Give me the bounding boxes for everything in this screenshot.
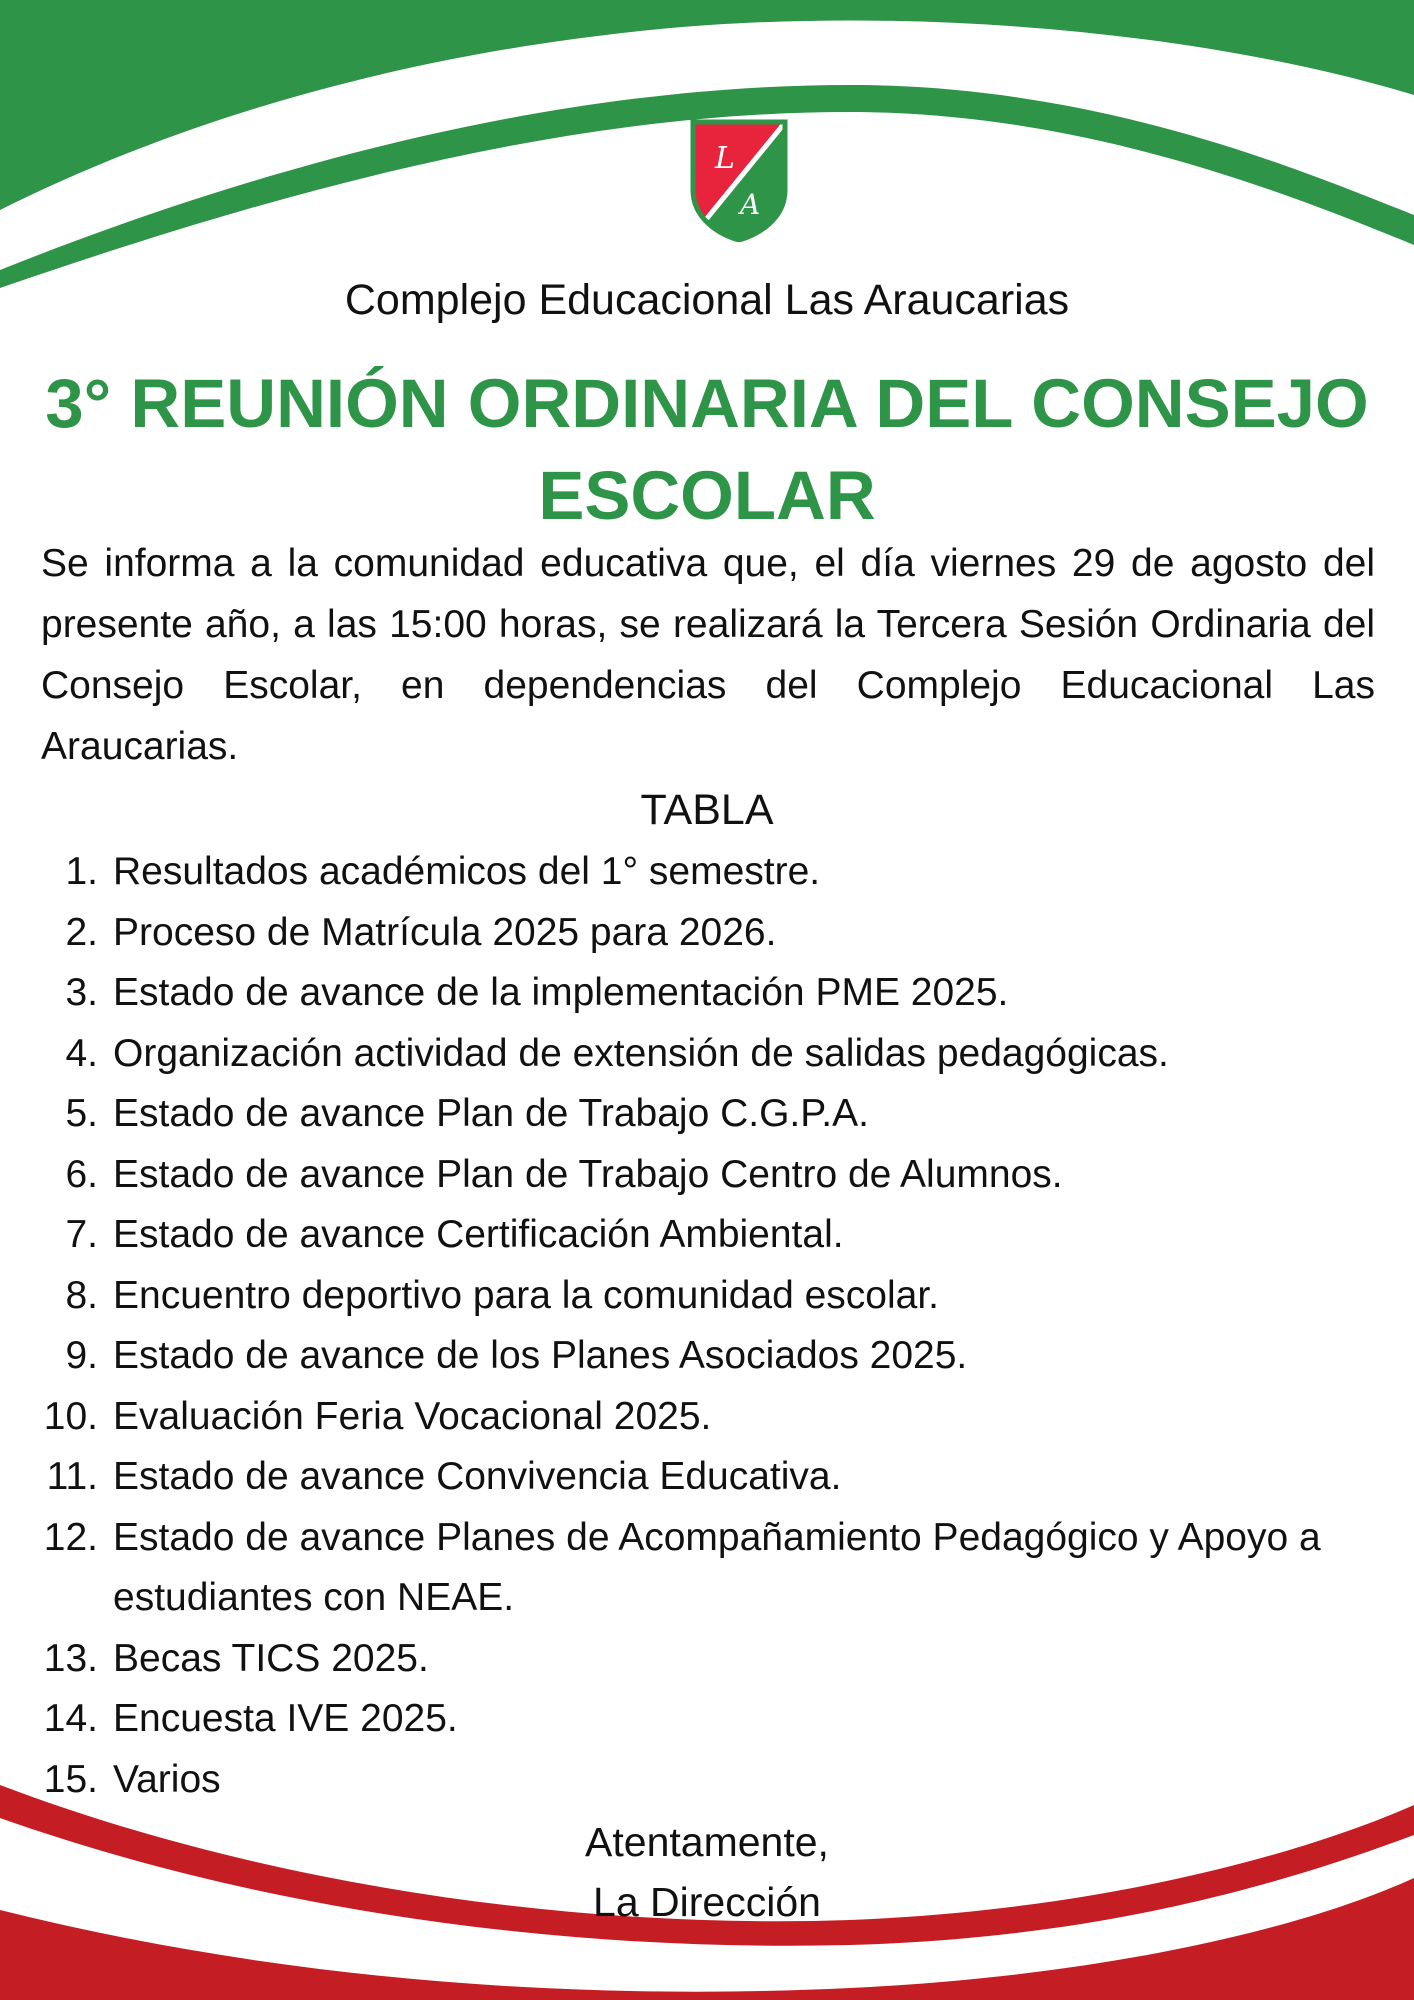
agenda-item-number: 4. bbox=[65, 1031, 98, 1075]
agenda-item bbox=[0, 903, 1340, 964]
title-line-2: ESCOLAR bbox=[538, 457, 876, 534]
agenda-item-text: Varios bbox=[113, 1757, 221, 1801]
school-crest-logo bbox=[688, 118, 790, 242]
institution-name: Complejo Educacional Las Araucarias bbox=[344, 276, 1070, 324]
agenda-item bbox=[0, 1266, 1340, 1327]
page-title bbox=[40, 358, 1374, 542]
agenda-item-text: Encuentro deportivo para la comunidad escolar. bbox=[113, 1273, 940, 1317]
agenda-item bbox=[0, 1629, 1340, 1690]
agenda-item bbox=[0, 1084, 1340, 1145]
agenda-item bbox=[0, 1024, 1340, 1085]
agenda-item-text: Estado de avance Certificación Ambiental. bbox=[113, 1213, 844, 1256]
agenda-item bbox=[0, 1205, 1340, 1266]
agenda-item-text: Estado de avance Convivencia Educativa. bbox=[113, 1455, 842, 1498]
agenda-item bbox=[0, 1689, 1340, 1750]
agenda-heading: TABLA bbox=[640, 786, 774, 834]
agenda-item-number: 6. bbox=[65, 1152, 98, 1196]
agenda-item bbox=[0, 1145, 1340, 1206]
agenda-item-text: Estado de avance de los Planes Asociados 2025. bbox=[113, 1334, 968, 1377]
agenda-item-number: 11. bbox=[46, 1455, 98, 1498]
agenda-item-number: 7. bbox=[65, 1213, 98, 1256]
agenda-item-text: Organización actividad de extensión de salidas pedagógicas. bbox=[113, 1031, 1169, 1075]
agenda-item-text: Proceso de Matrícula 2025 para 2026. bbox=[113, 910, 777, 954]
agenda-item-text: Estado de avance Plan de Trabajo C.G.P.A. bbox=[113, 1092, 869, 1135]
agenda-item bbox=[0, 1387, 1340, 1448]
agenda-item-text: Encuesta IVE 2025. bbox=[113, 1697, 458, 1740]
agenda-item-number: 14. bbox=[43, 1697, 98, 1740]
agenda-item bbox=[0, 963, 1340, 1024]
agenda-item-text: Evaluación Feria Vocacional 2025. bbox=[113, 1394, 712, 1438]
closing-signatory: La Dirección bbox=[593, 1879, 821, 1925]
agenda-item bbox=[0, 1326, 1340, 1387]
agenda-item-text: Estado de avance Plan de Trabajo Centro de Alumnos. bbox=[113, 1152, 1063, 1196]
announcement-paragraph: Se informa a la comunidad educativa que, el día viernes 29 de agosto del presente año, a las 15:00 horas, se realizará la Tercera Sesión Ordinaria del Consejo Escolar, en dependencias del Complejo Educacional Las Araucarias. bbox=[41, 542, 1375, 768]
agenda-item-number: 5. bbox=[65, 1092, 98, 1135]
agenda-item-number: 2. bbox=[65, 910, 98, 954]
agenda-item-text: Resultados académicos del 1° semestre. bbox=[113, 850, 821, 893]
agenda-item-number: 12. bbox=[43, 1515, 98, 1559]
title-line-1: 3° REUNIÓN ORDINARIA DEL CONSEJO bbox=[45, 365, 1369, 442]
agenda-item-number: 15. bbox=[43, 1757, 98, 1801]
agenda-item-number: 1. bbox=[65, 850, 98, 893]
agenda-item bbox=[0, 842, 1340, 903]
closing-signature bbox=[0, 1812, 1414, 1932]
agenda-item-number: 9. bbox=[65, 1334, 98, 1377]
agenda-item-number: 3. bbox=[65, 971, 98, 1014]
agenda-item bbox=[0, 1508, 1340, 1629]
crest-letter-l: L bbox=[715, 141, 735, 176]
agenda-item-text: Estado de avance de la implementación PME 2025. bbox=[113, 971, 1009, 1014]
closing-salutation: Atentamente, bbox=[585, 1819, 829, 1865]
agenda-item bbox=[0, 1447, 1340, 1508]
crest-letter-a: A bbox=[740, 188, 761, 221]
agenda-item-number: 10. bbox=[43, 1394, 98, 1438]
agenda-item-number: 8. bbox=[65, 1273, 98, 1317]
agenda-item-text: Becas TICS 2025. bbox=[113, 1636, 429, 1680]
agenda-item-text: Estado de avance Planes de Acompañamiento Pedagógico y Apoyo a estudiantes con NEAE. bbox=[113, 1515, 1321, 1619]
agenda-item-number: 13. bbox=[43, 1636, 98, 1680]
agenda-list bbox=[0, 842, 1340, 1810]
